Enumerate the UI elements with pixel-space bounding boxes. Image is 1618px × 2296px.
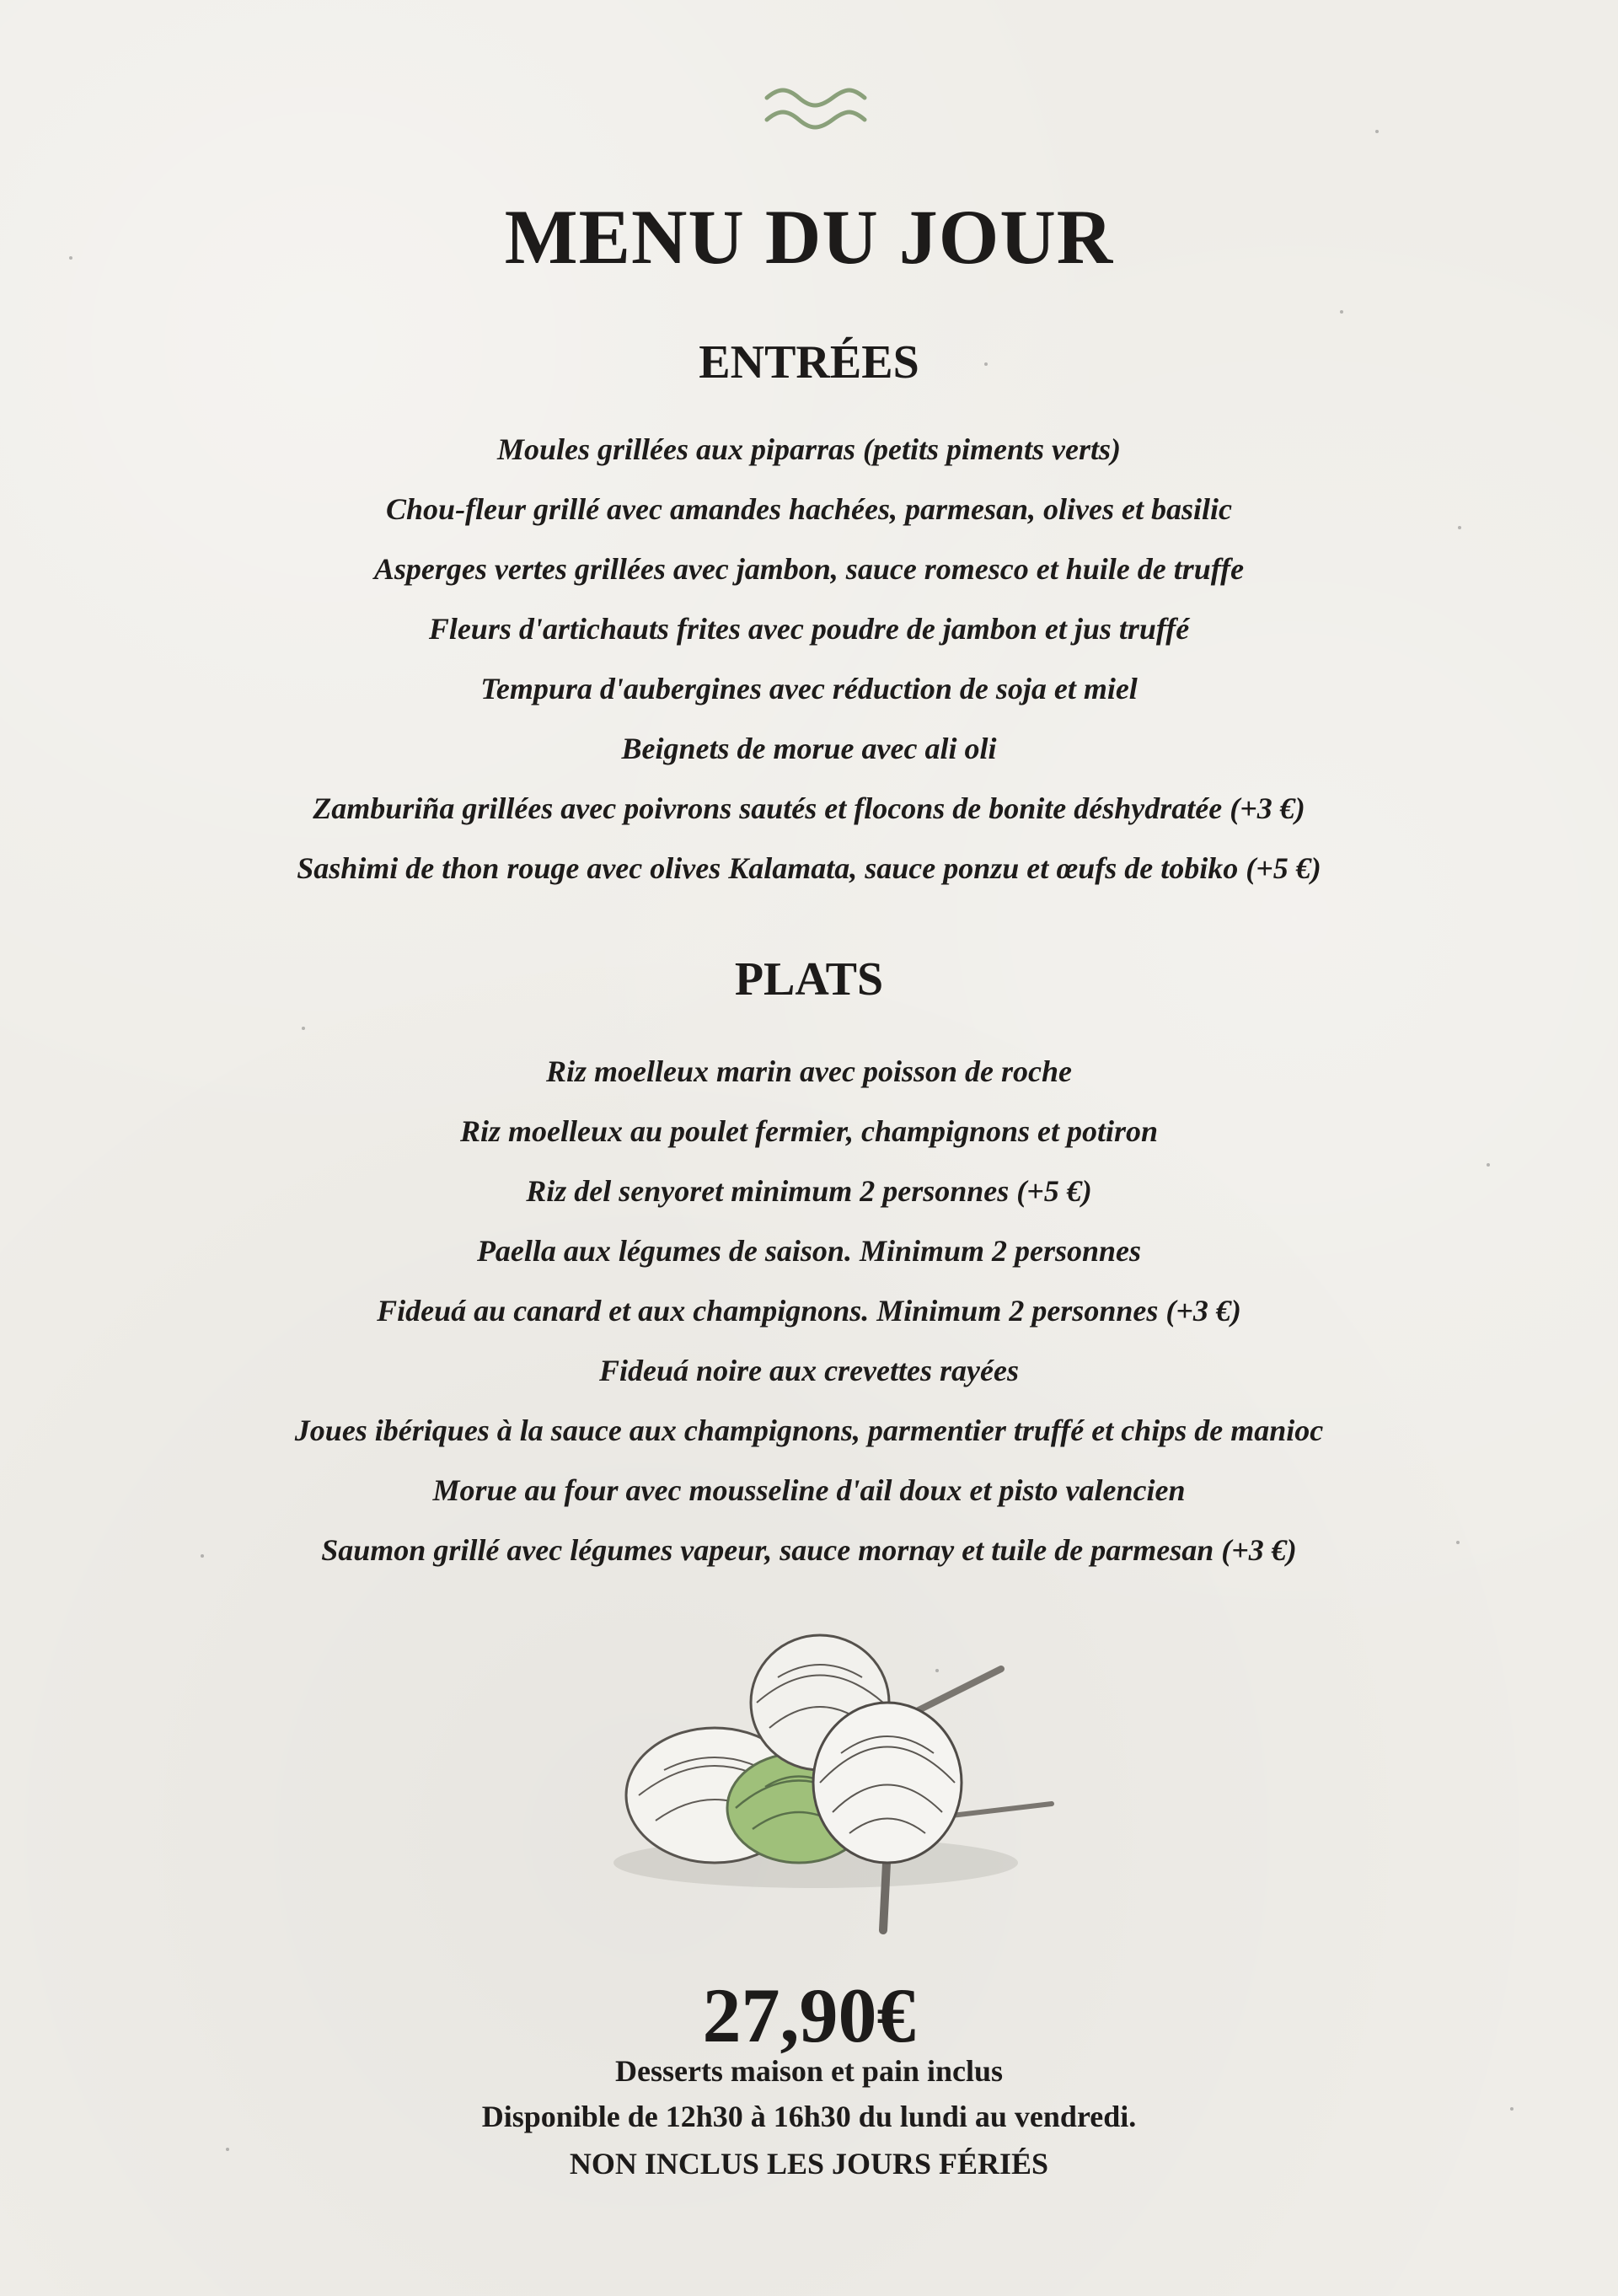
entrees-list	[0, 420, 1618, 899]
menu-item: Sashimi de thon rouge avec olives Kalamata, sauce ponzu et œufs de tobiko (+5 €)	[297, 851, 1321, 885]
section-title-plats: PLATS	[734, 953, 884, 1006]
menu-item: Zamburiña grillées avec poivrons sautés et flocons de bonite déshydratée (+3 €)	[313, 791, 1305, 825]
paper-speck	[1375, 130, 1379, 133]
menu-item: Beignets de morue avec ali oli	[621, 732, 997, 765]
menu-item: Fideuá noire aux crevettes rayées	[599, 1354, 1019, 1387]
menu-item: Paella aux légumes de saison. Minimum 2 personnes	[476, 1234, 1142, 1268]
menu-item: Asperges vertes grillées avec jambon, sauce romesco et huile de truffe	[373, 552, 1245, 586]
menu-item: Riz moelleux marin avec poisson de roche	[546, 1054, 1072, 1088]
menu-item: Fleurs d'artichauts frites avec poudre de jambon et jus truffé	[428, 612, 1190, 646]
menu-item: Riz moelleux au poulet fermier, champignons et potiron	[459, 1114, 1159, 1148]
wave-divider-icon	[763, 83, 868, 135]
menu-item: Moules grillées aux piparras (petits piments verts)	[496, 432, 1122, 466]
footer-line-holidays: NON INCLUS LES JOURS FÉRIÉS	[569, 2147, 1049, 2181]
artichoke-illustration-icon	[580, 1618, 1060, 1947]
menu-item: Saumon grillé avec légumes vapeur, sauce mornay et tuile de parmesan (+3 €)	[321, 1533, 1297, 1567]
section-title-entrees: ENTRÉES	[699, 336, 919, 389]
menu-item: Chou-fleur grillé avec amandes hachées, parmesan, olives et basilic	[386, 492, 1232, 526]
footer-line-desserts: Desserts maison et pain inclus	[614, 2054, 1004, 2088]
menu-title: MENU DU JOUR	[504, 194, 1114, 280]
footer-line-availability: Disponible de 12h30 à 16h30 du lundi au vendredi.	[481, 2100, 1137, 2133]
menu-item: Riz del senyoret minimum 2 personnes (+5 €)	[526, 1174, 1092, 1208]
paper-speck	[1340, 310, 1343, 314]
menu-item: Morue au four avec mousseline d'ail doux et pisto valencien	[432, 1473, 1186, 1507]
menu-item: Joues ibériques à la sauce aux champignons, parmentier truffé et chips de manioc	[294, 1414, 1324, 1447]
paper-speck	[302, 1027, 305, 1030]
plats-list	[0, 1042, 1618, 1580]
menu-price: 27,90€	[702, 1972, 916, 2058]
menu-item: Tempura d'aubergines avec réduction de soja et miel	[480, 672, 1138, 705]
menu-item: Fideuá au canard et aux champignons. Minimum 2 personnes (+3 €)	[377, 1294, 1241, 1328]
